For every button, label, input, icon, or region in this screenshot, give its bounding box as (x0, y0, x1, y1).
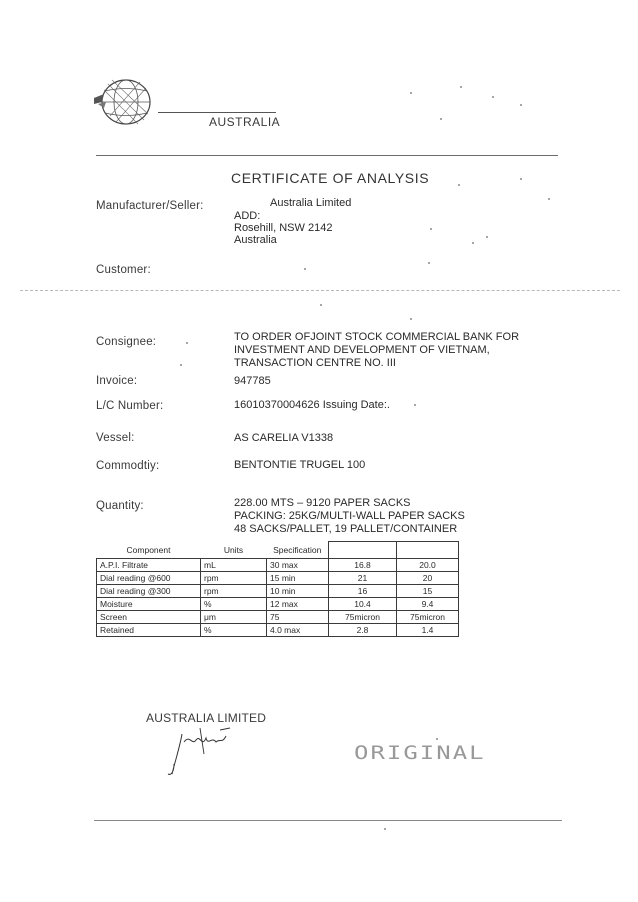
manufacturer-line-3: Rosehill, NSW 2142 (234, 222, 333, 234)
analysis-table (96, 541, 459, 637)
manufacturer-line-2: ADD: (234, 210, 261, 222)
scan-speck (304, 268, 306, 270)
scan-artifact-line (20, 290, 620, 291)
scan-speck (428, 262, 430, 264)
col-header-specification: Specification (273, 544, 322, 555)
invoice-value: 947785 (234, 375, 271, 387)
signature (160, 724, 250, 780)
cell-component: A.P.I. Filtrate (97, 559, 201, 572)
cell-result-1: 16.8 (329, 559, 397, 572)
scan-speck (186, 342, 188, 344)
scan-speck (460, 86, 462, 88)
scan-speck (410, 92, 412, 94)
quantity-label: Quantity: (96, 500, 144, 512)
cell-result-1: 2.8 (329, 624, 397, 637)
cell-specification: 12 max (267, 598, 329, 611)
table-header-row (97, 542, 459, 559)
scan-speck (492, 96, 494, 98)
cell-units: μm (201, 611, 267, 624)
lc-value: 16010370004626 Issuing Date:. (234, 399, 390, 411)
company-logo (90, 74, 156, 130)
bottom-divider (94, 820, 562, 821)
scan-speck (414, 404, 416, 406)
scan-speck (458, 184, 460, 186)
cell-component: Retained (97, 624, 201, 637)
cell-component: Screen (97, 611, 201, 624)
cell-specification: 15 min (267, 572, 329, 585)
consignee-line-3: TRANSACTION CENTRE NO. III (234, 357, 396, 369)
consignee-line-2: INVESTMENT AND DEVELOPMENT OF VIETNAM, (234, 344, 490, 356)
cell-result-1: 75micron (329, 611, 397, 624)
table-row (97, 611, 459, 624)
commodity-value: BENTONTIE TRUGEL 100 (234, 459, 366, 471)
original-stamp: ORIGINAL (354, 742, 486, 764)
cell-component: Dial reading @300 (97, 585, 201, 598)
table-row (97, 585, 459, 598)
table-row (97, 559, 459, 572)
manufacturer-label: Manufacturer/Seller: (96, 200, 204, 212)
cell-units: rpm (201, 572, 267, 585)
header-country: AUSTRALIA (209, 115, 281, 129)
scan-speck (430, 228, 432, 230)
scan-speck (410, 318, 412, 320)
footer-company: AUSTRALIA LIMITED (146, 711, 267, 725)
col-header-result-1 (329, 542, 397, 559)
consignee-line-1: TO ORDER OFJOINT STOCK COMMERCIAL BANK FOR (234, 331, 520, 343)
cell-component: Moisture (97, 598, 201, 611)
cell-result-2: 75micron (397, 611, 459, 624)
cell-result-1: 10.4 (329, 598, 397, 611)
quantity-line-3: 48 SACKS/PALLET, 19 PALLET/CONTAINER (234, 523, 458, 535)
scan-speck (520, 178, 522, 180)
cell-units: rpm (201, 585, 267, 598)
cell-specification: 75 (267, 611, 329, 624)
table-row (97, 598, 459, 611)
quantity-line-2: PACKING: 25KG/MULTI-WALL PAPER SACKS (234, 510, 465, 522)
cell-result-2: 15 (397, 585, 459, 598)
vessel-label: Vessel: (96, 432, 135, 444)
page-title: CERTIFICATE OF ANALYSIS (231, 170, 430, 186)
scan-speck (520, 104, 522, 106)
scan-speck (180, 364, 182, 366)
cell-result-2: 20.0 (397, 559, 459, 572)
customer-label: Customer: (96, 264, 151, 276)
cell-result-2: 9.4 (397, 598, 459, 611)
cell-units: % (201, 624, 267, 637)
scan-speck (548, 198, 550, 200)
vessel-value: AS CARELIA V1338 (234, 432, 334, 444)
col-header-result-2 (397, 542, 459, 559)
quantity-line-1: 228.00 MTS – 9120 PAPER SACKS (234, 497, 411, 509)
table-row (97, 572, 459, 585)
cell-result-1: 21 (329, 572, 397, 585)
manufacturer-line-1: Australia Limited (270, 197, 352, 209)
signature-icon (160, 724, 250, 780)
top-divider (96, 155, 558, 156)
cell-component: Dial reading @600 (97, 572, 201, 585)
col-header-component: Component (126, 544, 171, 555)
analysis-table-wrap (96, 541, 459, 637)
manufacturer-line-4: Australia (234, 234, 277, 246)
scan-speck (440, 118, 442, 120)
scan-speck (384, 828, 386, 830)
cell-result-2: 1.4 (397, 624, 459, 637)
header-rule (158, 112, 276, 113)
cell-specification: 4.0 max (267, 624, 329, 637)
col-header-units: Units (223, 544, 244, 555)
cell-specification: 30 max (267, 559, 329, 572)
table-row (97, 624, 459, 637)
cell-units: % (201, 598, 267, 611)
lc-label: L/C Number: (96, 400, 164, 412)
cell-specification: 10 min (267, 585, 329, 598)
scan-speck (486, 236, 488, 238)
invoice-label: Invoice: (96, 375, 138, 387)
globe-logo-icon (90, 74, 156, 130)
scan-speck (436, 738, 438, 740)
consignee-label: Consignee: (96, 336, 157, 348)
cell-units: mL (201, 559, 267, 572)
scan-speck (320, 304, 322, 306)
cell-result-2: 20 (397, 572, 459, 585)
commodity-label: Commodtiy: (96, 460, 160, 472)
cell-result-1: 16 (329, 585, 397, 598)
scan-speck (472, 242, 474, 244)
